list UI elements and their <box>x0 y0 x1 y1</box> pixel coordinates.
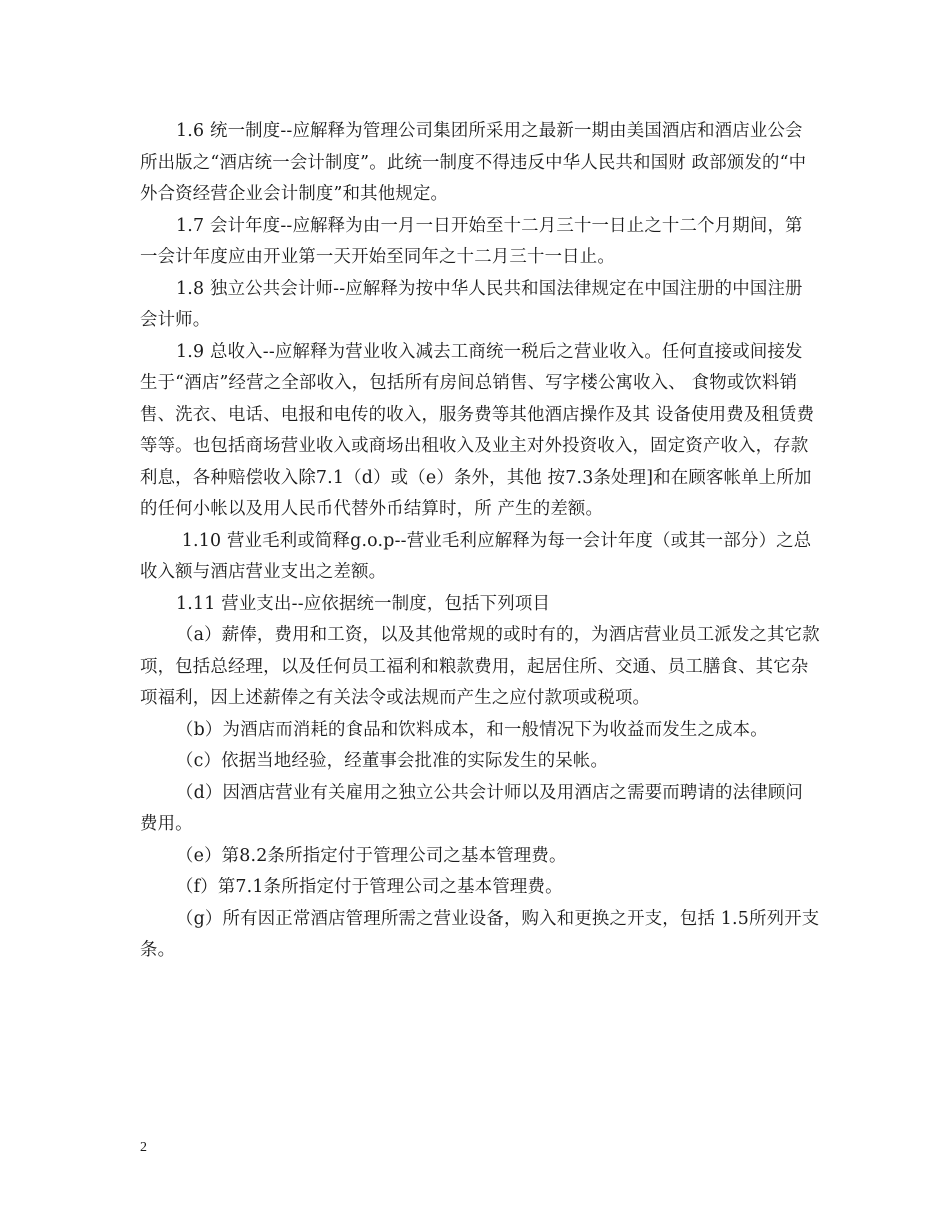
document-body <box>140 116 820 967</box>
item-b: （b）为酒店而消耗的食品和饮料成本，和一般情况下为收益而发生之成本。 <box>176 719 768 740</box>
clause-1-8: 1.8 独立公共会计师--应解释为按中华人民共和国法律规定在中国注册的中国注册会计师。 <box>140 278 803 330</box>
clause-1-6: 1.6 统一制度--应解释为管理公司集团所采用之最新一期由美国酒店和酒店业公会所出版之“酒店统一会计制度”。此统一制度不得违反中华人民共和国财 政部颁发的“中外合资经营企业会计制度”和其他规定。 <box>140 121 807 204</box>
clause-1-10: 1.10 营业毛利或简释g.o.p--营业毛利应解释为每一会计年度（或其一部分）之总收入额与酒店营业支出之差额。 <box>140 530 812 582</box>
item-g: （g）所有因正常酒店管理所需之营业设备，购入和更换之开支，包括 1.5所列开支条。 <box>140 908 820 960</box>
clause-1-9: 1.9 总收入--应解释为营业收入减去工商统一税后之营业收入。任何直接或间接发生于“酒店”经营之全部收入，包括所有房间总销售、写字楼公寓收入、 食物或饮料销售、洗衣、电话、电报和电传的收入，服务费等其他酒店操作及其 设备使用费及租赁费等等。也包括商场营业收入或商场出租收入及业主对外投资收入，固定资产收入，存款利息，各种赔偿收入除7.1（d）或（e）条外，其他 按7.3条处理]和在顾客帐单上所加的任何小帐以及用人民币代替外币结算时，所 产生的差额。 <box>140 341 815 519</box>
clause-1-7: 1.7 会计年度--应解释为由一月一日开始至十二月三十一日止之十二个月期间，第一会计年度应由开业第一天开始至同年之十二月三十一日止。 <box>140 215 803 267</box>
item-c: （c）依据当地经验，经董事会批准的实际发生的呆帐。 <box>176 751 609 771</box>
item-a: （a）薪俸，费用和工资，以及其他常规的或时有的，为酒店营业员工派发之其它款项，包括总经理，以及任何员工福利和粮款费用，起居住所、交通、员工膳食、其它杂项福利，因上述薪俸之有关法令或法规而产生之应付款项或税项。 <box>140 625 820 708</box>
item-e: （e）第8.2条所指定付于管理公司之基本管理费。 <box>176 845 567 866</box>
clause-1-11: 1.11 营业支出--应依据统一制度，包括下列项目 <box>176 593 551 614</box>
item-f: （f）第7.1条所指定付于管理公司之基本管理费。 <box>176 877 563 897</box>
page-number: 2 <box>140 1140 147 1155</box>
item-d: （d）因酒店营业有关雇用之独立公共会计师以及用酒店之需要而聘请的法律顾问费用。 <box>140 782 804 834</box>
